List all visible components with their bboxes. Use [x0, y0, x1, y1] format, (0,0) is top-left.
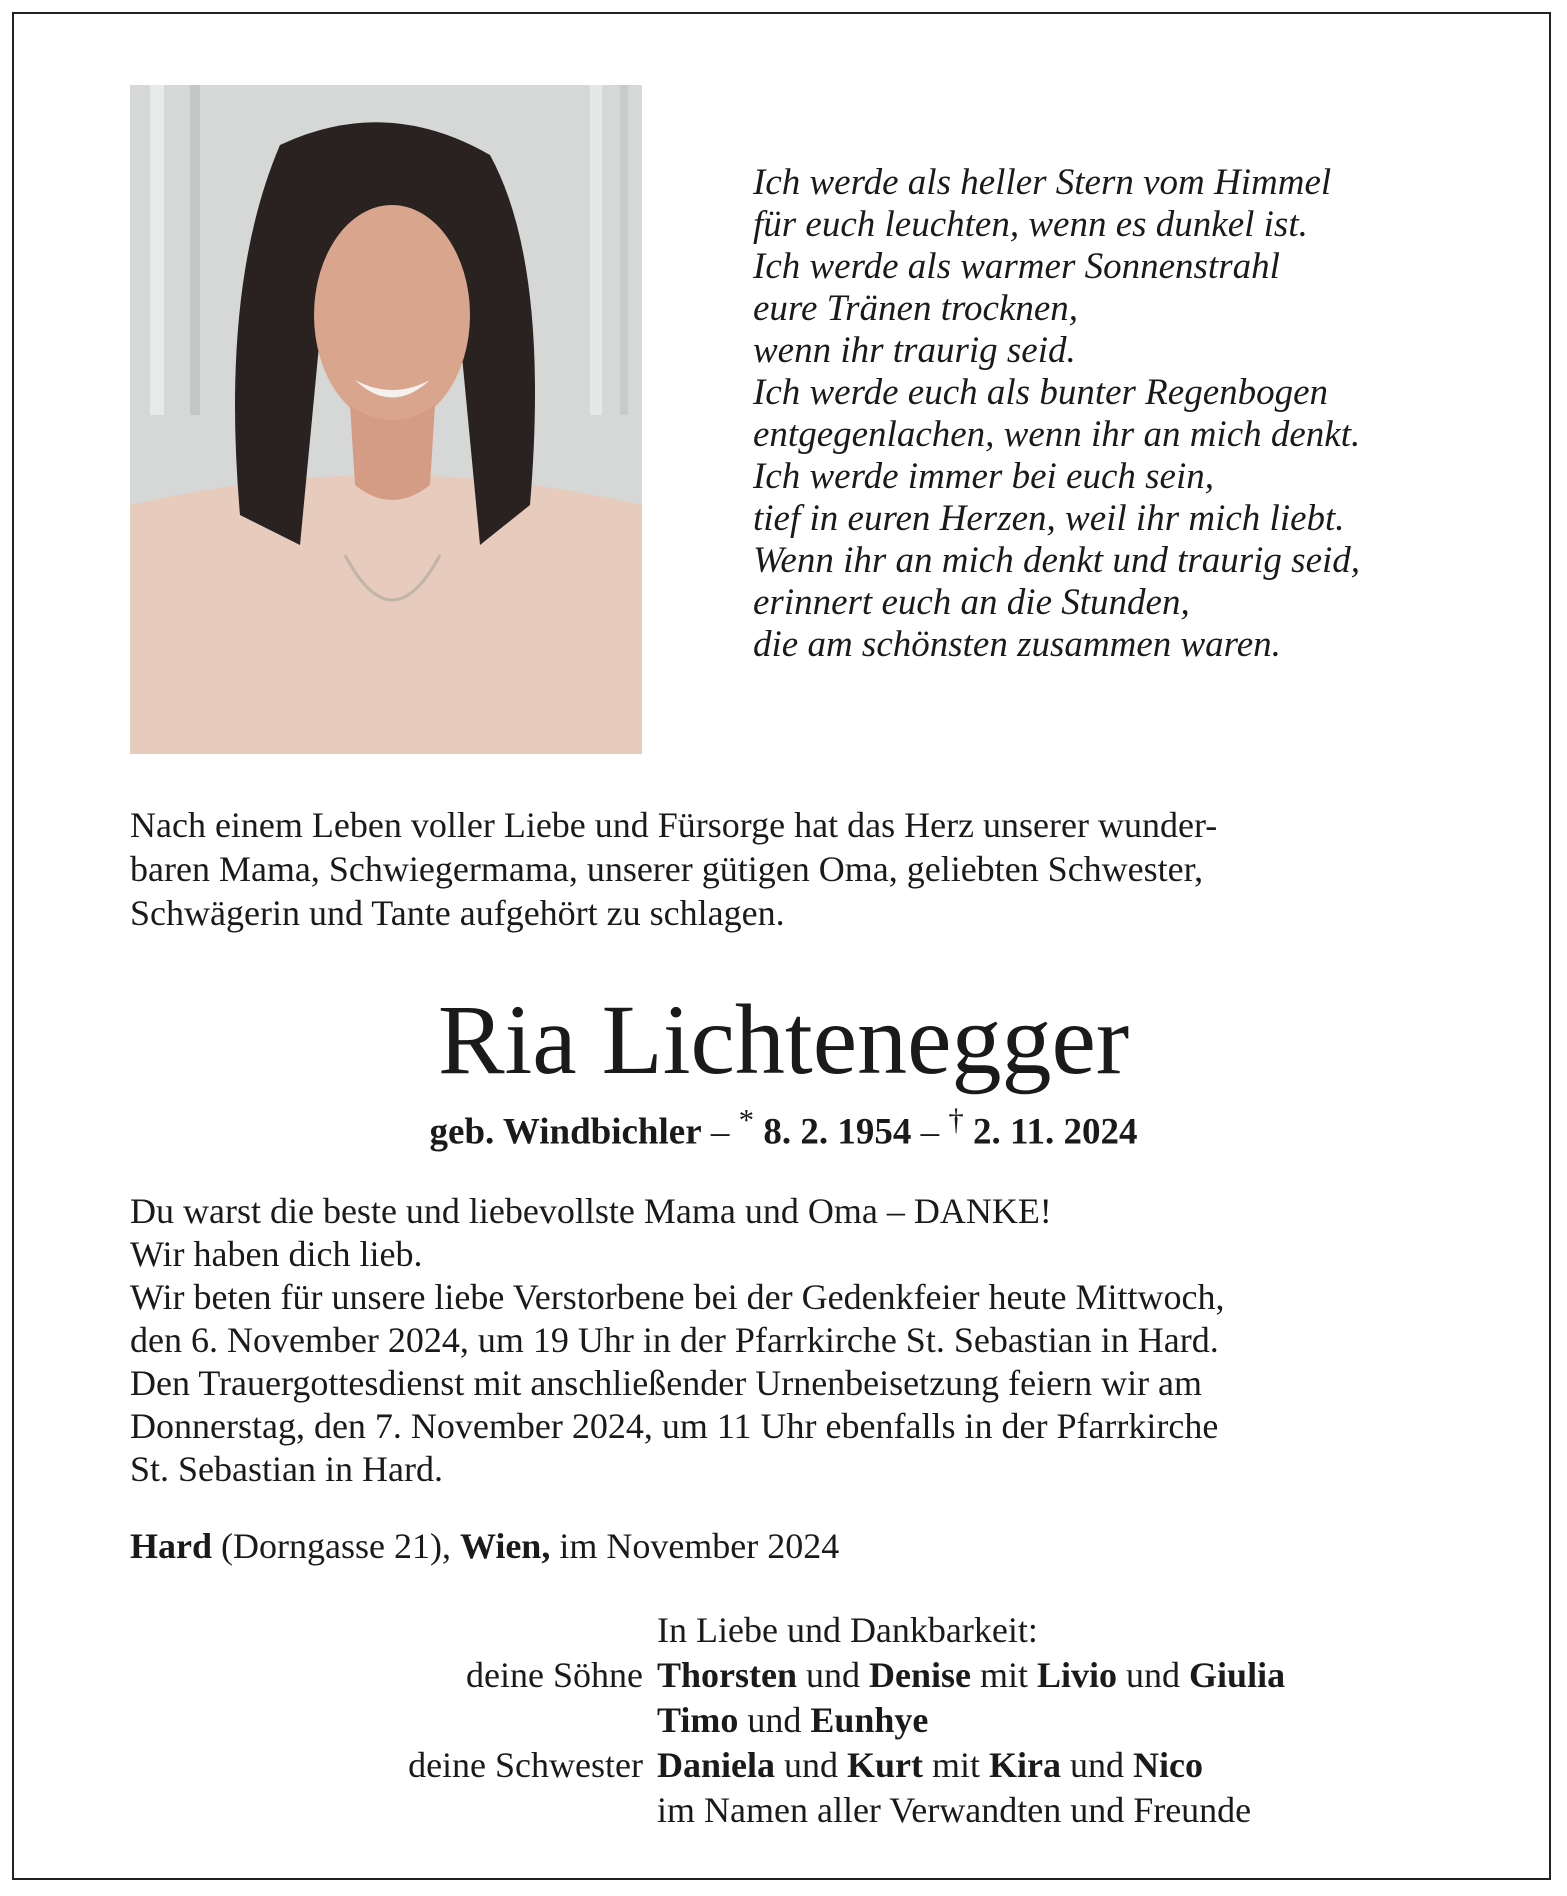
body-line: Du warst die beste und liebevollste Mama und Oma – DANKE! — [130, 1191, 1052, 1231]
portrait-image — [130, 85, 642, 754]
sons-label: deine Söhne — [466, 1655, 643, 1695]
closing-text: im Namen aller Verwandten und Freunde — [657, 1790, 1252, 1830]
birth-date: 8. 2. 1954 — [754, 1111, 912, 1153]
signature-intro-row — [130, 1608, 1450, 1653]
poem-line: die am schönsten zusammen waren. — [753, 624, 1281, 665]
death-date: 2. 11. 2024 — [963, 1111, 1138, 1153]
sister-label: deine Schwester — [408, 1745, 643, 1785]
poem-line: eure Tränen trocknen, — [753, 288, 1079, 329]
poem — [753, 162, 1473, 666]
sons-names-2: Timo und Eunhye — [657, 1700, 929, 1740]
intro-line: baren Mama, Schwiegermama, unserer gütigen Oma, geliebten Schwester, — [130, 849, 1204, 889]
body-line: Wir haben dich lieb. — [130, 1234, 423, 1274]
dash-separator: – — [701, 1111, 739, 1153]
signature-intro: In Liebe und Dankbarkeit: — [657, 1610, 1038, 1650]
poem-line: Ich werde euch als bunter Regenbogen — [753, 372, 1329, 413]
body-paragraph — [130, 1190, 1450, 1491]
intro-paragraph — [130, 803, 1440, 935]
city-hard: Hard — [130, 1526, 213, 1566]
body-line: den 6. November 2024, um 19 Uhr in der Pfarrkirche St. Sebastian in Hard. — [130, 1320, 1219, 1360]
poem-line: entgegenlachen, wenn ihr an mich denkt. — [753, 414, 1361, 455]
poem-line: Ich werde immer bei euch sein, — [753, 456, 1214, 497]
sons-row-2 — [130, 1698, 1450, 1743]
body-line: Wir beten für unsere liebe Verstorbene bei der Gedenkfeier heute Mittwoch, — [130, 1277, 1225, 1317]
sons-names: Thorsten und Denise mit Livio und Giulia — [657, 1655, 1286, 1695]
dash-separator: – — [911, 1111, 949, 1153]
poem-line: Ich werde als warmer Sonnenstrahl — [753, 246, 1280, 287]
place-and-date — [130, 1525, 839, 1567]
birth-name: geb. Windbichler — [429, 1111, 702, 1153]
life-dates — [0, 1103, 1567, 1153]
sister-row — [130, 1743, 1450, 1788]
poem-line: Ich werde als heller Stern vom Himmel — [753, 162, 1332, 203]
issue-date: im November 2024 — [550, 1526, 840, 1566]
poem-line: für euch leuchten, wenn es dunkel ist. — [753, 204, 1308, 245]
sons-row — [130, 1653, 1450, 1698]
born-symbol: * — [738, 1103, 755, 1137]
body-line: St. Sebastian in Hard. — [130, 1449, 443, 1489]
poem-line: wenn ihr traurig seid. — [753, 330, 1076, 371]
body-line: Donnerstag, den 7. November 2024, um 11 Uhr ebenfalls in der Pfarrkirche — [130, 1406, 1219, 1446]
poem-line: tief in euren Herzen, weil ihr mich liebt. — [753, 498, 1345, 539]
intro-line: Nach einem Leben voller Liebe und Fürsorge hat das Herz unserer wunder- — [130, 805, 1218, 845]
city-wien: Wien, — [459, 1526, 551, 1566]
signature-block — [130, 1608, 1450, 1833]
poem-line: erinnert euch an die Stunden, — [753, 582, 1190, 623]
address: (Dorngasse 21), — [212, 1526, 460, 1566]
sister-names: Daniela und Kurt mit Kira und Nico — [657, 1745, 1203, 1785]
portrait-photo — [130, 85, 642, 754]
intro-line: Schwägerin und Tante aufgehört zu schlagen. — [130, 893, 785, 933]
body-line: Den Trauergottesdienst mit anschließender Urnenbeisetzung feiern wir am — [130, 1363, 1203, 1403]
closing-row — [130, 1788, 1450, 1833]
poem-line: Wenn ihr an mich denkt und traurig seid, — [753, 540, 1361, 581]
deceased-name: Ria Lichtenegger — [437, 984, 1130, 1095]
died-symbol: † — [948, 1103, 964, 1137]
